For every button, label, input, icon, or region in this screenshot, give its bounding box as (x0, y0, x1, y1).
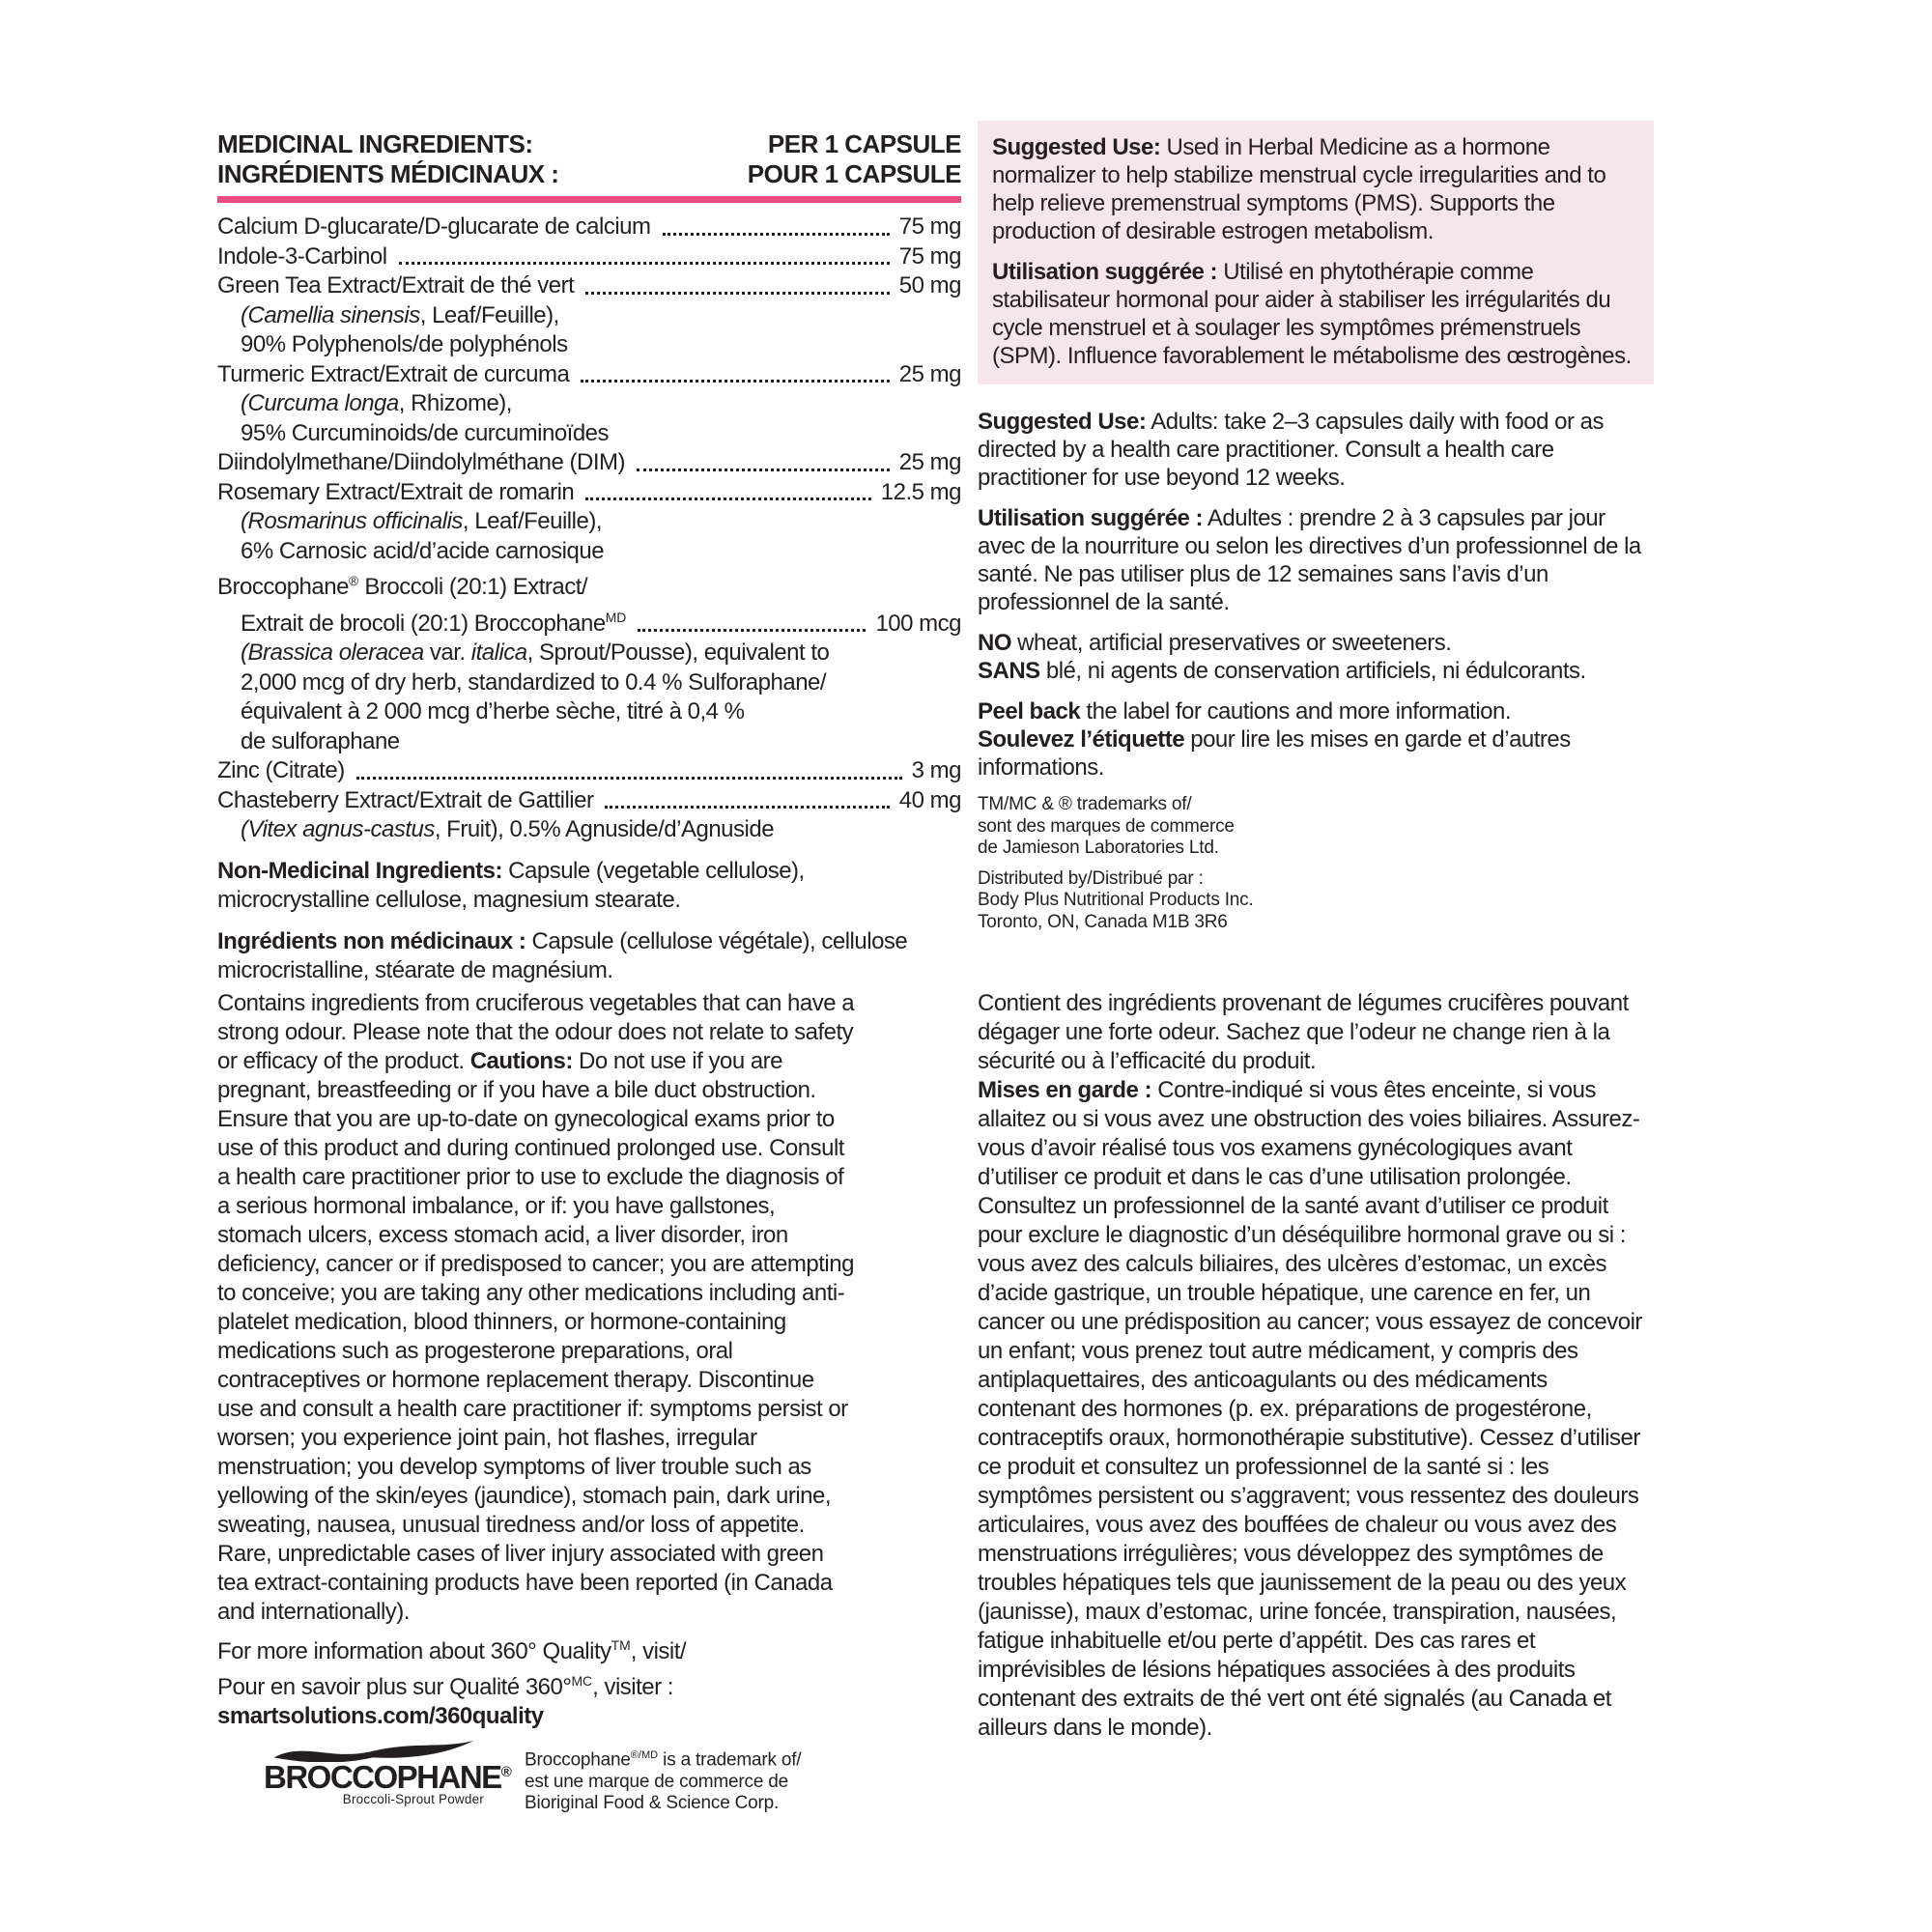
text-line: de Jamieson Laboratories Ltd. (978, 838, 1219, 858)
text-segment: Pour en savoir plus sur Qualité 360° (217, 1674, 572, 1700)
ingredient-name (217, 360, 569, 390)
ingredient-row (217, 389, 961, 419)
text-segment: TM (611, 1637, 631, 1653)
ingredient-amount: 75 mg (898, 242, 961, 270)
medicinal-ingredients-title (217, 129, 558, 189)
text-segment: italica (470, 639, 527, 666)
ingredient-name (241, 697, 745, 727)
broccophane-tagline: Broccoli-Sprout Powder (342, 1792, 484, 1806)
ingredient-name (217, 213, 651, 242)
text-segment: Green Tea Extract/Extrait de thé vert (217, 272, 575, 298)
ingredient-row (217, 478, 961, 508)
text-segment: , Leaf/Feuille), (462, 508, 602, 534)
title-fr: INGRÉDIENTS MÉDICINAUX : (217, 159, 559, 188)
ingredient-row (217, 301, 961, 331)
registered-mark: ® (500, 1764, 512, 1780)
text-segment: ® (348, 573, 359, 588)
text-segment: Rosemary Extract/Extrait de romarin (217, 478, 575, 505)
text-segment: For more information about 360° Quality (217, 1638, 611, 1664)
text-segment: , Leaf/Feuille), (419, 301, 559, 328)
ingredient-amount: 25 mg (898, 449, 961, 475)
text-segment: (Vitex agnus-castus (241, 816, 435, 842)
text-segment: Used in Herbal Medicine as a hormone normalizer to help stabilize menstrual cycle irregularities and to help relieve premenstrual symptoms (PMS). Supports the production of desirable estrogen metabolism. (992, 134, 1606, 244)
ingredient-amount: 100 mcg (875, 610, 961, 637)
ingredient-amount: 40 mg (898, 786, 961, 813)
text-segment: Extrait de brocoli (20:1) Broccophane (241, 610, 606, 637)
ingredient-name (241, 537, 604, 567)
ingredient-name (217, 786, 593, 816)
dot-leader (638, 629, 866, 632)
text-segment: Peel back (978, 698, 1081, 724)
text-segment: Contient des ingrédients provenant de légumes crucifères pouvant dégager une forte odeur. Sachez que l’odeur ne change rien à la sécurité ou à l’efficacité du produit. (978, 990, 1629, 1074)
ingredient-row (217, 448, 961, 478)
ingredient-row (217, 727, 961, 757)
ingredient-row (217, 271, 961, 301)
ingredient-name (217, 478, 574, 508)
broccophane-wordmark (264, 1755, 512, 1795)
ingredient-amount: 12.5 mg (880, 478, 961, 505)
ingredient-row (217, 639, 961, 668)
text-segment: 6% Carnosic acid/d’acide carnosique (241, 537, 605, 564)
ingredient-row (217, 507, 961, 537)
left-column-bottom (217, 989, 855, 1815)
text-segment: Broccoli (20:1) Extract/ (358, 574, 588, 600)
ingredient-row (217, 603, 961, 639)
text-segment: Adultes : prendre 2 à 3 capsules par jour avec de la nourriture ou selon les directives d’un professionnel de la santé. Ne pas utiliser plus de 12 semaines sans l’avis d’un professionnel de la santé. (978, 505, 1641, 615)
broccophane-section (217, 1739, 971, 1815)
text-line: Toronto, ON, Canada M1B 3R6 (978, 911, 1228, 932)
ingredient-name (241, 389, 512, 419)
text-segment: 90% Polyphenols/de polyphénols (241, 331, 568, 357)
dot-leader (585, 497, 871, 500)
text-segment: de sulforaphane (241, 727, 400, 754)
distributor-info (978, 868, 1654, 934)
text-segment: , Rhizome), (398, 390, 512, 416)
dot-leader (356, 777, 902, 780)
ingredient-amount: 75 mg (898, 213, 961, 240)
paragraph (992, 133, 1639, 245)
ingredient-name (241, 668, 826, 698)
ingredient-name (217, 756, 345, 786)
ingredient-amount: 3 mg (911, 757, 961, 783)
right-paragraphs (978, 408, 1654, 781)
ingredient-name (241, 330, 568, 360)
ingredient-row (217, 697, 961, 727)
text-segment: ®/MD (630, 1749, 659, 1761)
ingredients-list (217, 213, 961, 845)
text-segment: Broccophane (525, 1749, 631, 1771)
ingredient-row (217, 756, 961, 786)
per-capsule-fr: POUR 1 CAPSULE (747, 159, 961, 188)
text-segment: Cautions: (469, 1048, 573, 1074)
ingredient-row (217, 213, 961, 242)
paragraph (978, 408, 1654, 492)
ingredient-row (217, 566, 961, 603)
text-segment: (Rosmarinus officinalis (241, 508, 463, 534)
text-segment: is a trademark of/ (658, 1749, 802, 1771)
dot-leader (581, 380, 889, 383)
suggested-use-box (978, 121, 1654, 384)
text-segment: Capsule (cellulose végétale), cellulose microcristalline, stéarate de magnésium. (217, 927, 908, 983)
text-line: Body Plus Nutritional Products Inc. (978, 890, 1254, 910)
text-segment: (Brassica oleracea (241, 639, 424, 666)
ingredient-name (217, 271, 574, 301)
ingredient-row (217, 360, 961, 390)
text-segment: , Fruit), 0.5% Agnuside/d’Agnuside (434, 816, 775, 842)
text-segment: Indole-3-Carbinol (217, 242, 387, 270)
text-segment: 2,000 mcg of dry herb, standardized to 0.4 % Sulforaphane/ (241, 668, 827, 696)
text-segment: MC (571, 1673, 593, 1689)
text-line: TM/MC & ® trademarks of/ (978, 794, 1192, 814)
medicinal-ingredients-header (217, 129, 961, 189)
ingredient-name (217, 242, 387, 272)
text-segment: Contains ingredients from cruciferous vegetables that can have a strong odour. Please note that the odour does not relate to safety or efficacy of the product. (217, 990, 855, 1074)
text-segment: Utilisé en phytothérapie comme stabilisateur hormonal pour aider à stabiliser les irrégularités du cycle menstruel et à soulager les symptômes prémenstruels (SPM). Influence favorablement le métabolisme des œstrogènes. (992, 259, 1632, 369)
per-capsule-label (748, 129, 961, 189)
text-segment: Utilisation suggérée : (992, 259, 1218, 285)
text-segment: Suggested Use: (978, 409, 1147, 435)
text-segment: 95% Curcuminoids/de curcuminoïdes (241, 419, 610, 446)
cautions-paragraph (217, 989, 855, 1627)
ingredient-row (217, 419, 961, 449)
broccophane-trademark-text (525, 1739, 801, 1815)
ingredient-name (241, 507, 602, 537)
trademark-attribution (978, 794, 1654, 860)
ingredient-name (217, 566, 587, 603)
text-segment: Broccophane (217, 574, 349, 600)
ingredient-name (241, 419, 609, 449)
text-segment: Calcium D-glucarate/D-glucarate de calcium (217, 213, 651, 240)
text-segment: wheat, artificial preservatives or sweeteners. (1011, 630, 1452, 656)
text-segment: Utilisation suggérée : (978, 505, 1204, 531)
dot-leader (637, 469, 890, 471)
ingredient-name (241, 603, 626, 639)
french-cautions-paragraph (978, 989, 1644, 1743)
right-column (978, 121, 1654, 942)
per-capsule-en: PER 1 CAPSULE (767, 129, 961, 158)
text-segment: (Camellia sinensis (241, 301, 420, 328)
text-segment: Capsule (vegetable cellulose), microcrystalline cellulose, magnesium stearate. (217, 857, 805, 913)
ingredient-row (217, 815, 961, 845)
text-segment: Contre-indiqué si vous êtes enceinte, si vous allaitez ou si vous avez une obstruction des voies biliaires. Assurez-vous d’avoir réalisé tous vos examens gynécologiques avant d’utiliser ce produit et dans le cas d’une utilisation prolongée. Consultez un professionnel de la santé avant d’utiliser ce produit pour exclure le diagnostic d’un déséquilibre hormonal grave ou si : vous avez des calculs biliaires, des ulcères d’estomac, un excès d’acide gastrique, un trouble hépatique, une carence en fer, un cancer ou une prédisposition au cancer; vous essayez de concevoir un enfant; vous prenez tout autre médicament, y compris des antiplaquettaires, des anticoagulants ou des médicaments contenant des hormones (p. ex. préparations de progestérone, contraceptifs oraux, hormonothérapie substitutive). Cessez d’utiliser ce produit et consultez un professionnel de la santé si : les symptômes persistent ou s’aggravent; vous ressentez des douleurs articulaires, vous avez des bouffées de chaleur ou vous avez des menstruations irrégulières; vous développez des symptômes de troubles hépatiques tels que jaunissement de la peau ou des yeux (jaunisse), maux d’estomac, urine foncée, transpiration, nausées, fatigue inhabituelle et/ou perte d’appétit. Des cas rares et imprévisibles de lésions hépatiques associées à des produits contenant des extraits de thé vert ont été signalés (au Canada et ailleurs dans le monde). (978, 1077, 1642, 1741)
text-segment: NO (978, 630, 1011, 656)
text-segment: the label for cautions and more information. (1080, 698, 1512, 724)
text-segment: var. (423, 639, 471, 666)
paragraph (978, 504, 1654, 616)
text-segment: Soulevez l’étiquette (978, 726, 1185, 753)
text-segment: équivalent à 2 000 mcg d’herbe sèche, titré à 0,4 % (241, 698, 745, 724)
pink-divider-rule (217, 196, 961, 203)
left-column (217, 129, 961, 998)
text-line: Distributed by/Distribué par : (978, 867, 1204, 889)
text-segment: Ingrédients non médicinaux : (217, 927, 526, 954)
text-segment: , visit/ (630, 1638, 687, 1664)
ingredient-row (217, 668, 961, 698)
text-segment: , visiter : (592, 1674, 673, 1700)
dot-leader (399, 262, 890, 265)
text-segment: MD (605, 609, 627, 625)
text-segment: Do not use if you are pregnant, breastfeeding or if you have a bile duct obstruction. Ensure that you are up-to-date on gynecological exams prior to use of this product and during continued prolonged use. Consult a health care practitioner prior to use to exclude the diagnosis of a serious hormonal imbalance, or if: you have gallstones, stomach ulcers, excess stomach acid, a liver disorder, iron deficiency, cancer or if predisposed to cancer; you are attempting to conceive; you are taking any other medications including anti-platelet medication, blood thinners, or hormone-containing medications such as progesterone preparations, oral contraceptives or hormone replacement therapy. Discontinue use and consult a health care practitioner if: symptoms persist or worsen; you experience joint pain, hot flashes, irregular menstruation; you develop symptoms of liver trouble such as yellowing of the skin/eyes (jaundice), stomach pain, dark urine, sweating, nausea, unusual tiredness and/or loss of appetite. Rare, unpredictable cases of liver injury associated with green tea extract-containing products have been reported (in Canada and internationally). (217, 1048, 854, 1625)
dot-leader (605, 806, 889, 809)
dot-leader (585, 292, 890, 295)
ingredient-name (217, 448, 625, 478)
text-segment: pour lire les mises en garde et d’autres informations. (978, 726, 1571, 781)
paragraph (978, 697, 1654, 781)
text-segment: (Curcuma longa (241, 390, 399, 416)
ingredient-row (217, 330, 961, 360)
text-segment: blé, ni agents de conservation artificiels, ni édulcorants. (1039, 658, 1586, 684)
paragraph (978, 629, 1654, 685)
paragraph (992, 258, 1639, 370)
ingredient-row (217, 786, 961, 816)
non-medicinal-ingredients-fr (217, 927, 961, 985)
ingredient-name (241, 301, 559, 331)
text-segment: SANS (978, 658, 1040, 684)
text-segment: est une marque de commerce de (525, 1771, 789, 1792)
ingredient-name (241, 727, 400, 757)
text-segment: Zinc (Citrate) (217, 757, 345, 783)
text-segment: Mises en garde : (978, 1077, 1152, 1103)
broccophane-word: BROCCOPHANE (264, 1759, 501, 1795)
ingredient-row (217, 537, 961, 567)
ingredient-name (241, 815, 774, 845)
non-medicinal-ingredients-en (217, 857, 961, 915)
text-segment: Suggested Use: (992, 134, 1161, 160)
ingredient-name (241, 639, 829, 668)
broccophane-logo (264, 1739, 512, 1806)
dot-leader (663, 233, 890, 236)
right-column-bottom (978, 989, 1644, 1755)
text-segment: Chasteberry Extract/Extrait de Gattilier (217, 786, 594, 813)
text-segment: smartsolutions.com/360quality (217, 1703, 544, 1729)
text-line: sont des marques de commerce (978, 815, 1235, 837)
more-info-text (217, 1631, 855, 1731)
text-segment: Bioriginal Food & Science Corp. (525, 1793, 780, 1814)
text-segment: Diindolylmethane/Diindolylméthane (DIM) (217, 449, 626, 475)
text-segment: Adults: take 2–3 capsules daily with food or as directed by a health care practitioner. Consult a health care practitioner for use beyond 12 weeks. (978, 409, 1604, 491)
title-en: MEDICINAL INGREDIENTS: (217, 129, 533, 158)
ingredient-amount: 25 mg (898, 360, 961, 387)
text-segment: , Sprout/Pousse), equivalent to (526, 639, 830, 666)
text-segment: Turmeric Extract/Extrait de curcuma (217, 360, 570, 387)
text-segment: Non-Medicinal Ingredients: (217, 857, 503, 884)
ingredient-amount: 50 mg (898, 272, 961, 298)
ingredient-row (217, 242, 961, 272)
